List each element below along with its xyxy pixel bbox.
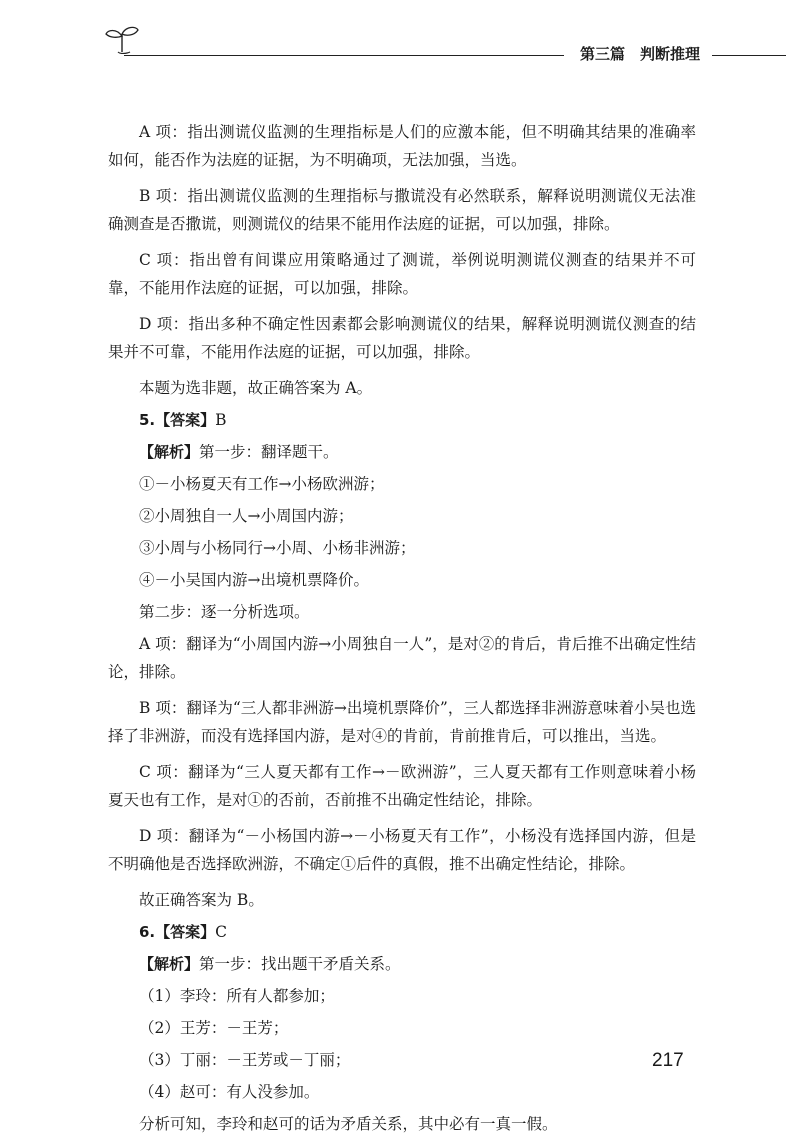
paragraph-option-b: B 项：指出测谎仪监测的生理指标与撒谎没有必然联系，解释说明测谎仪无法准确测查是否撒谎，则测谎仪的结果不能用作法庭的证据，可以加强，排除。 [108,187,696,233]
page-header [0,0,800,80]
page-number: 217 [652,1050,684,1071]
q6-analysis-heading [108,950,696,978]
q5-option-a: A 项：翻译为“小周国内游→小周独自一人”，是对②的肯后，肯后推不出确定性结论，排除。 [108,635,696,681]
q6-answer-value: C [215,923,228,941]
q6-analysis-label: 【解析】 [139,955,200,973]
q5-formula-2: ②小周独自一人→小周国内游； [139,507,354,525]
paragraph-option-d: D 项：指出多种不确定性因素都会影响测谎仪的结果，解释说明测谎仪测查的结果并不可靠，不能用作法庭的证据，可以加强，排除。 [108,315,696,361]
q5-formula-4: ④－小吴国内游→出境机票降价。 [139,571,369,589]
q5-formula-1: ①－小杨夏天有工作→小杨欧洲游； [139,475,385,493]
q5-conclusion: 故正确答案为 B。 [139,891,264,909]
q5-step-1: 第一步：翻译题干。 [199,443,339,461]
q6-step-1: 第一步：找出题干矛盾关系。 [199,955,401,973]
q5-answer-heading [108,406,696,434]
q6-conclusion: 分析可知，李玲和赵可的话为矛盾关系，其中必有一真一假。 [139,1115,558,1133]
q5-number: 5. [139,411,156,429]
paragraph-option-a: A 项：指出测谎仪监测的生理指标是人们的应激本能，但不明确其结果的准确率如何，能否作为法庭的证据，为不明确项，无法加强，当选。 [108,123,696,169]
q5-step-2: 第二步：逐一分析选项。 [139,603,310,621]
paragraph-option-c: C 项：指出曾有间谍应用策略通过了测谎，举例说明测谎仪测查的结果并不可靠，不能用作法庭的证据，可以加强，排除。 [108,251,696,297]
q5-analysis-label: 【解析】 [139,443,200,461]
q5-formula-3: ③小周与小杨同行→小周、小杨非洲游； [139,539,416,557]
q5-analysis-heading [108,438,696,466]
q6-answer-label: 【答案】 [155,923,216,941]
q5-option-d: D 项：翻译为“－小杨国内游→－小杨夏天有工作”，小杨没有选择国内游，但是不明确他是否选择欧洲游，不确定①后件的真假，推不出确定性结论，排除。 [108,827,696,873]
sprout-icon [104,24,140,54]
paragraph-q4-conclusion: 本题为选非题，故正确答案为 A。 [139,379,373,397]
q6-statement-1: （1）李玲：所有人都参加； [139,987,335,1005]
section-title: 第三篇 判断推理 [579,45,700,63]
q5-answer-label: 【答案】 [155,411,216,429]
header-rule-right [712,55,786,56]
page-body [108,118,696,1146]
q5-option-c: C 项：翻译为“三人夏天都有工作→－欧洲游”，三人夏天都有工作则意味着小杨夏天也有工作，是对①的否前，否前推不出确定性结论，排除。 [108,763,696,809]
q6-statement-2: （2）王芳：－王芳； [139,1019,289,1037]
q5-answer-value: B [215,411,227,429]
q6-statement-3: （3）丁丽：－王芳或－丁丽； [139,1051,351,1069]
q6-statement-4: （4）赵可：有人没参加。 [139,1083,320,1101]
header-rule-left [124,55,564,56]
q6-answer-heading [108,918,696,946]
q6-number: 6. [139,923,156,941]
q5-option-b: B 项：翻译为“三人都非洲游→出境机票降价”，三人都选择非洲游意味着小吴也选择了非洲游，而没有选择国内游，是对④的肯前，肯前推肯后，可以推出，当选。 [108,699,696,745]
